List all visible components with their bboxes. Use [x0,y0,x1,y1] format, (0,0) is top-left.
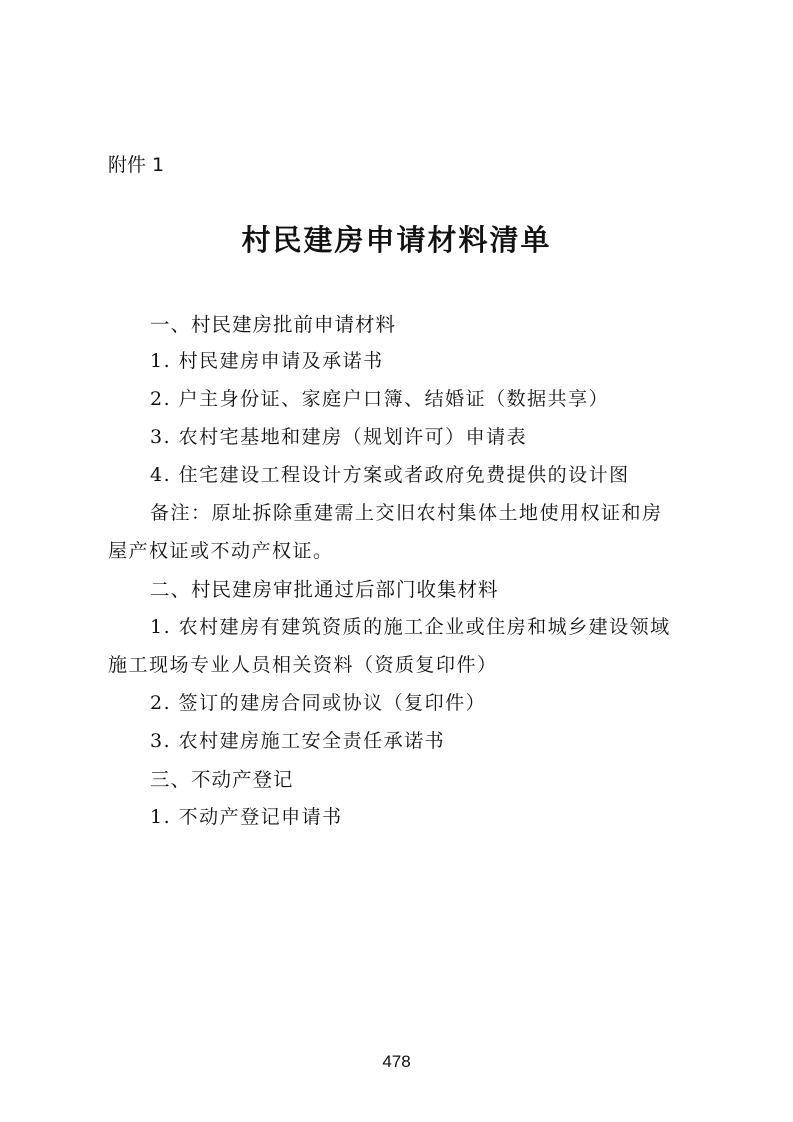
section-1-item-3: 3. 农村宅基地和建房（规划许可）申请表 [150,426,528,448]
section-2-item-3: 3. 农村建房施工安全责任承诺书 [150,730,446,752]
attachment-label: 附件 1 [108,154,165,176]
section-2-item-2: 2. 签订的建房合同或协议（复印件） [150,692,487,714]
section-1-item-1: 1. 村民建房申请及承诺书 [150,350,384,372]
section-3-item-1: 1. 不动产登记申请书 [150,806,343,828]
section-1-heading: 一、村民建房批前申请材料 [150,313,397,336]
section-1-item-4: 4. 住宅建设工程设计方案或者政府免费提供的设计图 [150,464,630,486]
section-2-item-1-line-2: 施工现场专业人员相关资料（资质复印件） [108,654,498,676]
section-1-note-line-2: 屋产权证或不动产权证。 [108,540,334,562]
page-number: 478 [382,1052,411,1071]
document-title: 村民建房申请材料清单 [241,223,552,257]
section-1-note-line-1: 备注：原址拆除重建需上交旧农村集体土地使用权证和房 [150,502,663,524]
section-2-item-1-line-1: 1. 农村建房有建筑资质的施工企业或住房和城乡建设领域 [150,616,671,638]
section-3-heading: 三、不动产登记 [150,768,294,791]
section-2-heading: 二、村民建房审批通过后部门收集材料 [150,578,499,601]
section-1-item-2: 2. 户主身份证、家庭户口簿、结婚证（数据共享） [150,388,610,410]
